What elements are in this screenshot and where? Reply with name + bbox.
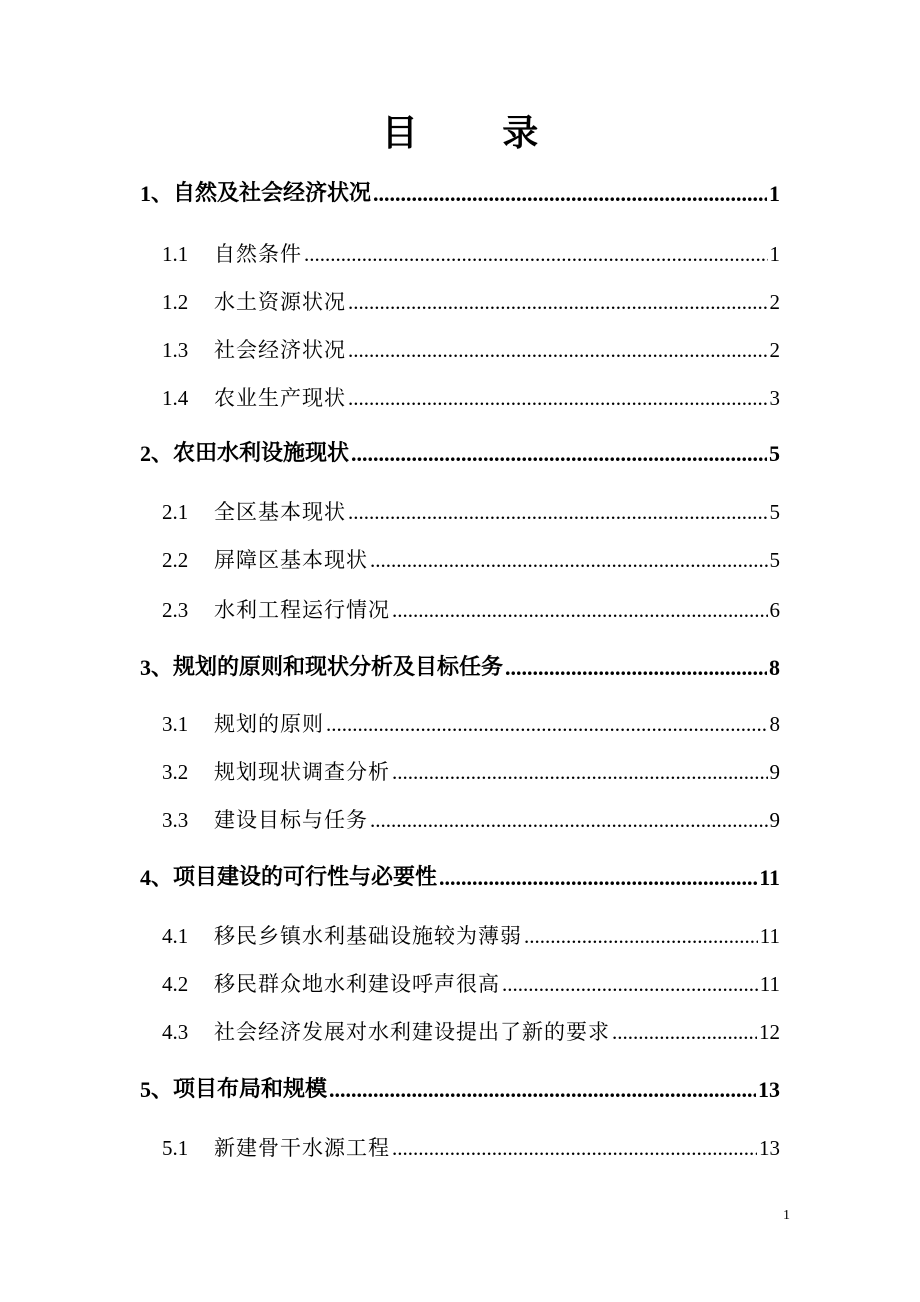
toc-entry[interactable] — [162, 380, 780, 412]
toc-entry-number: 4.1 — [162, 924, 189, 948]
toc-entry[interactable] — [162, 592, 780, 624]
toc-entry-number: 2.3 — [162, 598, 189, 622]
toc-entry[interactable] — [162, 966, 780, 998]
toc-entry[interactable] — [140, 860, 780, 892]
toc-entry-number: 2.1 — [162, 500, 189, 524]
toc-entry[interactable] — [140, 436, 780, 468]
toc-entry-page: 12 — [759, 1020, 780, 1044]
toc-leader-dots — [370, 806, 768, 834]
toc-entry-page: 8 — [769, 712, 780, 736]
toc-entry[interactable] — [162, 332, 780, 364]
toc-entry[interactable] — [162, 918, 780, 950]
toc-entry-title: 社会经济发展对水利建设提出了新的要求 — [214, 1020, 610, 1044]
toc-entry-page: 11 — [759, 972, 780, 996]
toc-entry-page: 5 — [769, 548, 780, 572]
toc-entry-number: 2、 — [140, 441, 174, 466]
toc-leader-dots — [370, 546, 768, 574]
toc-entry-title: 新建骨干水源工程 — [214, 1136, 390, 1160]
toc-leader-dots — [524, 922, 758, 950]
toc-entry[interactable] — [140, 176, 780, 208]
toc-entry-number: 3.3 — [162, 808, 189, 832]
toc-entry-page: 9 — [769, 760, 780, 784]
toc-entry[interactable] — [162, 706, 780, 738]
toc-entry-title: 农田水利设施现状 — [173, 441, 350, 466]
toc-entry-page: 2 — [769, 290, 780, 314]
toc-leader-dots — [392, 758, 768, 786]
toc-entry[interactable] — [140, 650, 780, 682]
toc-entry-page: 2 — [769, 338, 780, 362]
toc-entry-page: 1 — [769, 181, 780, 206]
toc-entry-title: 社会经济状况 — [214, 338, 346, 362]
toc-leader-dots — [326, 710, 768, 738]
toc-entry-number: 3.1 — [162, 712, 189, 736]
toc-leader-dots — [392, 1134, 757, 1162]
toc-entry-number: 1.4 — [162, 386, 189, 410]
toc-entry-number: 3、 — [140, 655, 174, 680]
toc-leader-dots — [304, 240, 768, 268]
toc-entry-title: 水土资源状况 — [214, 290, 346, 314]
toc-entry-page: 8 — [769, 655, 780, 680]
toc-entry-number: 1.3 — [162, 338, 189, 362]
toc-entry[interactable] — [162, 1014, 780, 1046]
toc-leader-dots — [373, 180, 767, 208]
page-title: 目 录 — [381, 113, 575, 154]
toc-entry-title: 规划现状调查分析 — [214, 760, 390, 784]
toc-entry-number: 3.2 — [162, 760, 189, 784]
toc-leader-dots — [348, 288, 768, 316]
toc-entry[interactable] — [162, 284, 780, 316]
toc-entry-number: 5、 — [140, 1077, 174, 1102]
toc-leader-dots — [351, 440, 767, 468]
toc-leader-dots — [348, 384, 768, 412]
toc-entry-title: 自然及社会经济状况 — [173, 181, 372, 206]
toc-entry-number: 1、 — [140, 181, 174, 206]
toc-leader-dots — [439, 864, 757, 892]
toc-entry[interactable] — [162, 754, 780, 786]
toc-entry-page: 13 — [759, 1136, 780, 1160]
toc-leader-dots — [348, 336, 768, 364]
toc-entry[interactable] — [162, 802, 780, 834]
toc-entry-page: 13 — [758, 1077, 780, 1102]
toc-entry-page: 1 — [769, 242, 780, 266]
toc-entry-number: 5.1 — [162, 1136, 189, 1160]
toc-entry-title: 项目建设的可行性与必要性 — [173, 865, 438, 890]
toc-entry-title: 自然条件 — [214, 242, 302, 266]
toc-entry[interactable] — [162, 494, 780, 526]
toc-entry-page: 6 — [769, 598, 780, 622]
toc-entry-title: 屏障区基本现状 — [214, 548, 368, 572]
toc-entry-page: 11 — [759, 924, 780, 948]
footer-page-number: 1 — [783, 1208, 790, 1223]
toc-entry[interactable] — [140, 1072, 780, 1104]
toc-leader-dots — [505, 654, 767, 682]
toc-entry-number: 4.2 — [162, 972, 189, 996]
toc-entry-title: 移民乡镇水利基础设施较为薄弱 — [214, 924, 522, 948]
toc-entry-number: 1.1 — [162, 242, 189, 266]
toc-entry-page: 9 — [769, 808, 780, 832]
toc-entry-page: 5 — [769, 500, 780, 524]
toc-entry-title: 移民群众地水利建设呼声很高 — [214, 972, 500, 996]
toc-leader-dots — [392, 596, 768, 624]
toc-entry-title: 全区基本现状 — [214, 500, 346, 524]
toc-entry[interactable] — [162, 236, 780, 268]
toc-entry-number: 4、 — [140, 865, 174, 890]
toc-entry-page: 11 — [759, 865, 780, 890]
toc-entry-title: 农业生产现状 — [214, 386, 346, 410]
toc-leader-dots — [329, 1076, 756, 1104]
toc-entry-page: 5 — [769, 441, 780, 466]
toc-leader-dots — [612, 1018, 757, 1046]
toc-entry[interactable] — [162, 542, 780, 574]
toc-entry[interactable] — [162, 1130, 780, 1162]
toc-entry-number: 1.2 — [162, 290, 189, 314]
toc-entry-number: 4.3 — [162, 1020, 189, 1044]
toc-entry-title: 规划的原则和现状分析及目标任务 — [173, 655, 504, 680]
toc-entry-title: 项目布局和规模 — [173, 1077, 328, 1102]
toc-entry-title: 水利工程运行情况 — [214, 598, 390, 622]
toc-leader-dots — [502, 970, 758, 998]
toc-entry-page: 3 — [769, 386, 780, 410]
toc-leader-dots — [348, 498, 768, 526]
toc-entry-title: 建设目标与任务 — [214, 808, 368, 832]
toc-entry-number: 2.2 — [162, 548, 189, 572]
toc-entry-title: 规划的原则 — [214, 712, 324, 736]
